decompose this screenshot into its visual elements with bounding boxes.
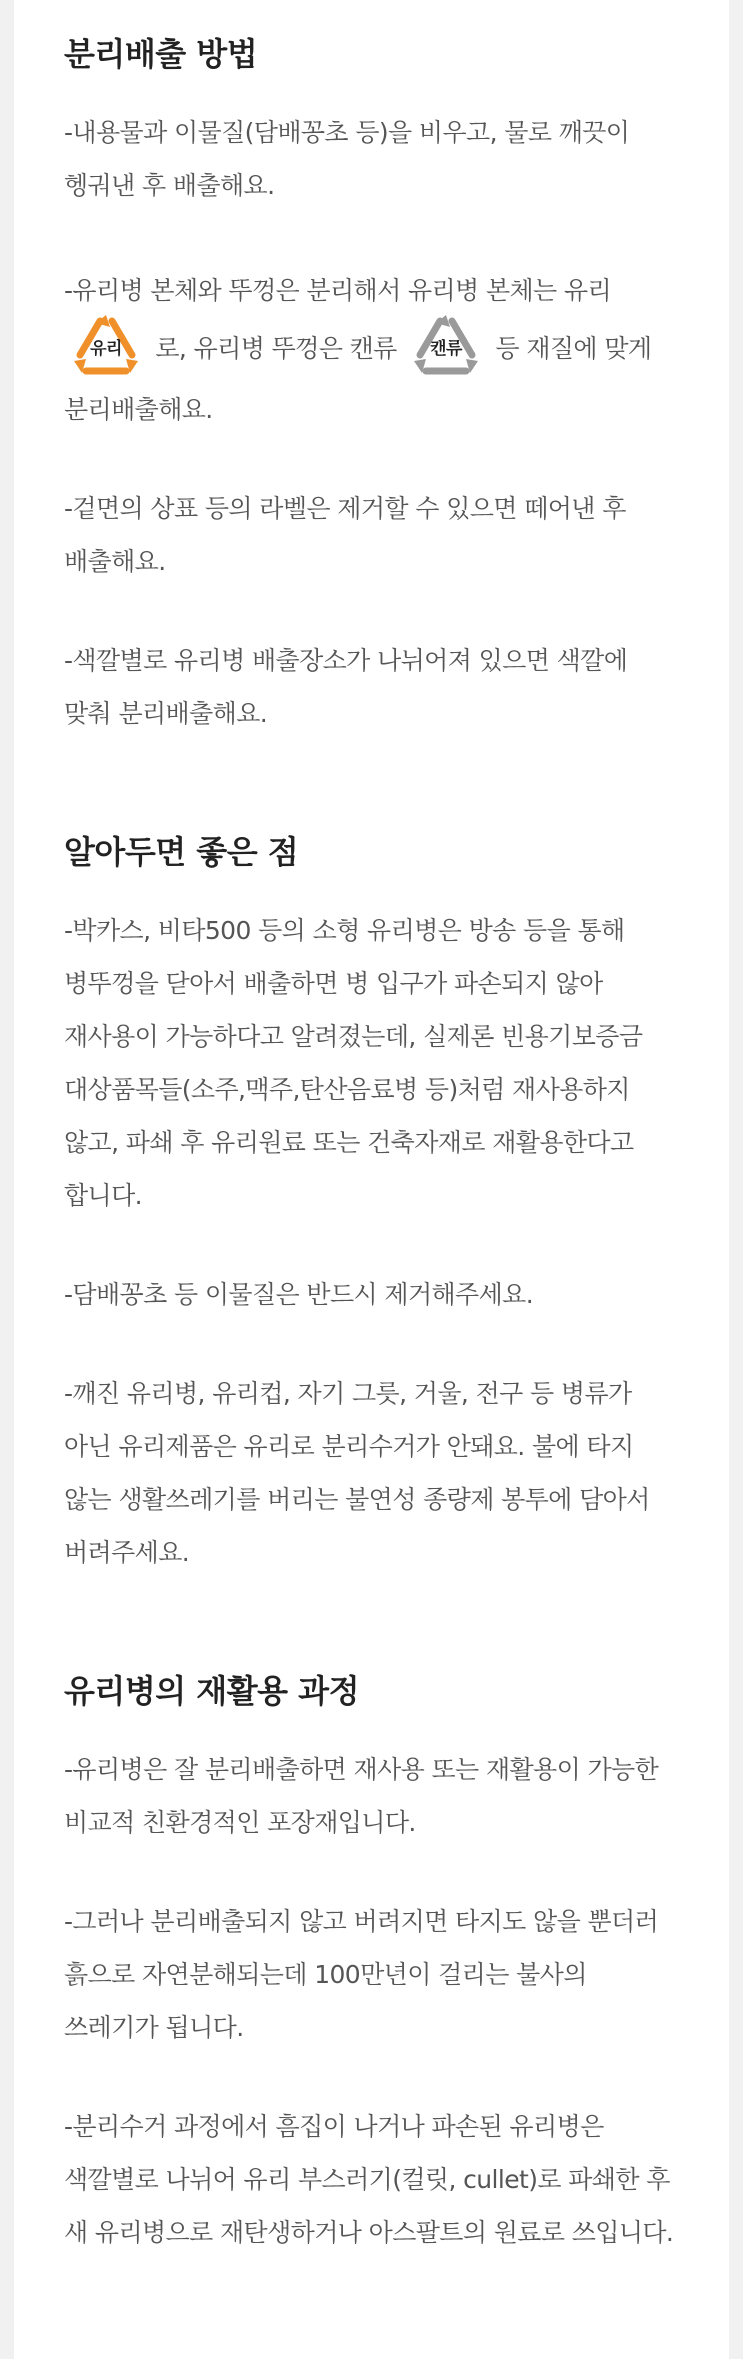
paragraph: -분리수거 과정에서 흠집이 나거나 파손된 유리병은 색깔별로 나뉘어 유리 부스러기(컬릿, cullet)로 파쇄한 후 새 유리병으로 재탄생하거나 아스팔트의 원료로 쓰입니다. xyxy=(64,2112,674,2247)
paragraph-text: 등 재질에 맞게 분리배출해요. xyxy=(64,334,652,424)
section-heading: 분리배출 방법 xyxy=(64,35,258,73)
paragraph: -내용물과 이물질(담배꽁초 등)을 비우고, 물로 깨끗이 헹궈낸 후 배출해요. xyxy=(64,118,630,200)
glass-icon-label: 유리 xyxy=(90,339,122,359)
paragraph: -색깔별로 유리병 배출장소가 나뉘어져 있으면 색깔에 맞춰 분리배출해요. xyxy=(64,646,628,728)
can-icon-label: 캔류 xyxy=(430,339,462,359)
can-recycle-icon xyxy=(406,313,486,379)
paragraph-text: 로, 유리병 뚜껑은 캔류 xyxy=(155,334,397,363)
paragraph: -겉면의 상표 등의 라벨은 제거할 수 있으면 떼어낸 후 배출해요. xyxy=(64,494,626,576)
section-disposal-method xyxy=(64,0,679,740)
paragraph-text: -유리병 본체와 뚜껑은 분리해서 유리병 본체는 유리 xyxy=(64,276,612,305)
section-heading: 유리병의 재활용 과정 xyxy=(64,1672,359,1710)
section-heading: 알아두면 좋은 점 xyxy=(64,833,299,871)
section-good-to-know xyxy=(64,832,679,1579)
paragraph: -그러나 분리배출되지 않고 버려지면 타지도 않을 뿐더러 흙으로 자연분해되는데 100만년이 걸리는 불사의 쓰레기가 됩니다. xyxy=(64,1907,659,2042)
paragraph-with-icons xyxy=(64,264,679,436)
paragraph: -깨진 유리병, 유리컵, 자기 그릇, 거울, 전구 등 병류가 아닌 유리제품은 유리로 분리수거가 안돼요. 불에 타지 않는 생활쓰레기를 버리는 불연성 종량제 봉투에 담아서 버려주세요. xyxy=(64,1379,650,1567)
glass-recycle-icon xyxy=(66,313,146,379)
article-page xyxy=(14,0,729,2359)
paragraph: -담배꽁초 등 이물질은 반드시 제거해주세요. xyxy=(64,1280,534,1309)
section-recycling-process xyxy=(64,1671,679,2259)
paragraph: -유리병은 잘 분리배출하면 재사용 또는 재활용이 가능한 비교적 친환경적인 포장재입니다. xyxy=(64,1755,659,1837)
paragraph: -박카스, 비타500 등의 소형 유리병은 방송 등을 통해 병뚜껑을 닫아서 배출하면 병 입구가 파손되지 않아 재사용이 가능하다고 알려졌는데, 실제론 빈용기보증금 대상품목들(소주,맥주,탄산음료병 등)처럼 재사용하지 않고, 파쇄 후 유리원료 또는 건축자재로 재활용한다고 합니다. xyxy=(64,916,643,1210)
